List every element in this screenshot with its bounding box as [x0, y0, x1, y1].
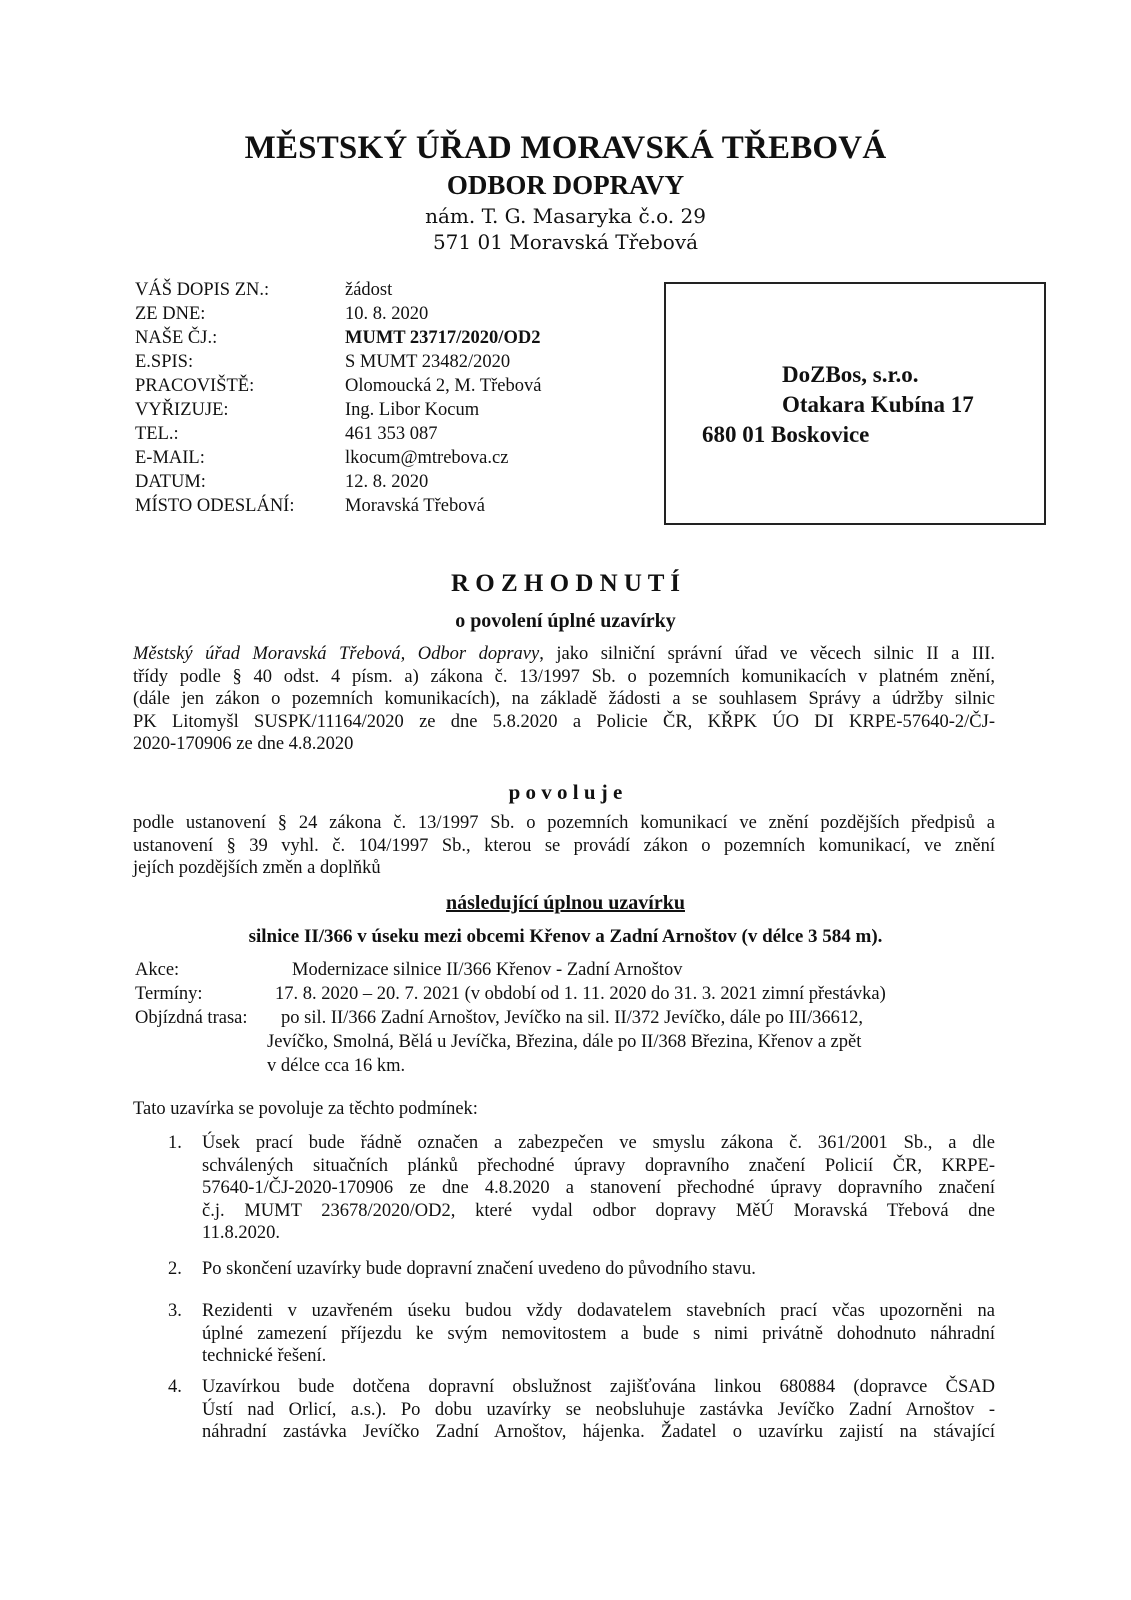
office-title: MĚSTSKÝ ÚŘAD MORAVSKÁ TŘEBOVÁ — [244, 130, 887, 166]
akce-value: Modernizace silnice II/366 Křenov - Zadní Arnoštov — [292, 960, 683, 980]
meta-value: MUMT 23717/2020/OD2 — [345, 328, 541, 348]
meta-row — [135, 326, 541, 350]
meta-label: NAŠE ČJ.: — [135, 328, 218, 348]
recipient-city: 680 01 Boskovice — [702, 422, 870, 447]
intro-line: třídy podle § 40 odst. 4 písm. a) zákona č. 13/1997 Sb. o pozemních komunikacích v platném znění, — [133, 666, 995, 687]
basis-line: podle ustanovení § 24 zákona č. 13/1997 Sb. o pozemních komunikací ve znění pozdějších předpisů a — [133, 813, 995, 833]
intro-line: PK Litomyšl SUSPK/11164/2020 ze dne 5.8.2020 a Policie ČR, KŘPK ÚO DI KRPE-57640-2/ČJ- — [133, 711, 995, 732]
condition-text: Úsek prací bude řádně označen a zabezpečen ve smyslu zákona č. 361/2001 Sb., a dle schválených situačních plánků přechodné úpravy dopravního značení Policií ČR, KRPE- 57640-1/ČJ-2020-170906 ze dne 4.8.2020 a stanovení přechodné úpravy dopravního značení č.j. MUMT 23678/2020/OD2, které vydal odbor dopravy MěÚ Moravská Třebová dne 11.8.2020. — [202, 1133, 995, 1243]
intro-paragraph — [133, 643, 995, 756]
povoluje-heading: p o v o l u j e — [508, 780, 623, 804]
meta-value: S MUMT 23482/2020 — [345, 352, 511, 372]
objizdna-line: Jevíčko, Smolná, Bělá u Jevíčka, Březina, dále po II/368 Březina, Křenov a zpět — [267, 1032, 862, 1052]
issuer-name: Městský úřad Moravská Třebová, Odbor dopravy — [133, 644, 540, 664]
office-address-street: nám. T. G. Masaryka č.o. 29 — [425, 204, 706, 228]
reference-metadata — [135, 278, 541, 518]
meta-value: 10. 8. 2020 — [345, 304, 429, 324]
decision-subtitle: o povolení úplné uzavírky — [455, 610, 676, 632]
meta-label: TEL.: — [135, 424, 179, 444]
meta-row — [135, 494, 541, 518]
meta-row — [135, 470, 541, 494]
meta-value: 461 353 087 — [345, 424, 438, 444]
recipient-address-box — [664, 282, 1046, 525]
meta-value: 12. 8. 2020 — [345, 472, 429, 492]
intro-line: 2020-170906 ze dne 4.8.2020 — [133, 734, 354, 754]
objizdna-line: po sil. II/366 Zadní Arnoštov, Jevíčko na sil. II/372 Jevíčko, dále po III/36612, — [281, 1008, 863, 1028]
office-address-city: 571 01 Moravská Třebová — [432, 230, 699, 254]
closure-details — [135, 958, 1005, 1088]
meta-label: MÍSTO ODESLÁNÍ: — [135, 496, 295, 516]
meta-value: lkocum@mtrebova.cz — [345, 448, 509, 468]
meta-value: Ing. Libor Kocum — [345, 400, 480, 420]
road-section-heading: silnice II/366 v úseku mezi obcemi Křenov a Zadní Arnoštov (v délce 3 584 m). — [248, 926, 883, 947]
condition-number: 3. — [168, 1301, 182, 1321]
condition-number: 4. — [168, 1377, 182, 1397]
basis-line: ustanovení § 39 vyhl. č. 104/1997 Sb., kterou se provádí zákon o pozemních komunikací, ve znění — [133, 835, 995, 856]
terminy-label: Termíny: — [135, 984, 203, 1004]
akce-label: Akce: — [135, 960, 180, 980]
meta-row — [135, 422, 541, 446]
condition-text: Uzavírkou bude dotčena dopravní obslužnost zajišťována linkou 680884 (dopravce ČSAD Ústí nad Orlicí, a.s.). Po dobu uzavírky se neobsluhuje zastávka Jevíčko Zadní Arnoštov - náhradní zastávka Jevíčko Zadní Arnoštov, hájenka. Žadatel o uzavírku zajistí na stávající — [202, 1377, 995, 1442]
meta-label: PRACOVIŠTĚ: — [135, 376, 255, 396]
meta-value: žádost — [345, 280, 393, 300]
department-title: ODBOR DOPRAVY — [446, 170, 685, 200]
meta-row — [135, 374, 541, 398]
decision-title: R O Z H O D N U T Í — [451, 570, 680, 597]
conditions-intro: Tato uzavírka se povoluje za těchto podmínek: — [133, 1099, 478, 1119]
meta-label: VYŘIZUJE: — [135, 400, 229, 420]
legal-basis-paragraph — [133, 812, 995, 880]
condition-number: 1. — [168, 1133, 182, 1153]
recipient-street: Otakara Kubína 17 — [782, 392, 974, 417]
closure-heading: následující úplnou uzavírku — [446, 892, 685, 914]
meta-row — [135, 446, 541, 470]
meta-row — [135, 302, 541, 326]
intro-line: Městský úřad Moravská Třebová, Odbor dopravy, jako silniční správní úřad ve věcech silnic II a III. — [133, 644, 995, 664]
meta-label: E-MAIL: — [135, 448, 205, 468]
recipient-name: DoZBos, s.r.o. — [782, 362, 919, 387]
meta-label: VÁŠ DOPIS ZN.: — [135, 280, 270, 300]
objizdna-label: Objízdná trasa: — [135, 1008, 248, 1028]
condition-text: Rezidenti v uzavřeném úseku budou vždy dodavatelem stavebních prací včas upozorněni na úplné zamezení příjezdu ke svým nemovitostem a bude s nimi privátně dohodnuto náhradní technické řešení. — [202, 1301, 995, 1366]
basis-line: jejích pozdějších změn a doplňků — [133, 858, 381, 878]
objizdna-line: v délce cca 16 km. — [267, 1056, 406, 1076]
meta-value: Moravská Třebová — [345, 496, 485, 516]
conditions-list — [168, 1132, 995, 1442]
terminy-value: 17. 8. 2020 – 20. 7. 2021 (v období od 1. 11. 2020 do 31. 3. 2021 zimní přestávka) — [275, 984, 886, 1004]
meta-row — [135, 350, 541, 374]
meta-label: ZE DNE: — [135, 304, 206, 324]
condition-text: Po skončení uzavírky bude dopravní značení uvedeno do původního stavu. — [202, 1259, 756, 1279]
meta-label: DATUM: — [135, 472, 206, 492]
intro-line: (dále jen zákon o pozemních komunikacích), na základě žádosti a se souhlasem Správy a údržby silnic — [133, 689, 995, 709]
meta-row — [135, 278, 541, 302]
meta-label: E.SPIS: — [135, 352, 194, 372]
meta-value: Olomoucká 2, M. Třebová — [345, 376, 542, 396]
condition-number: 2. — [168, 1259, 182, 1279]
meta-row — [135, 398, 541, 422]
